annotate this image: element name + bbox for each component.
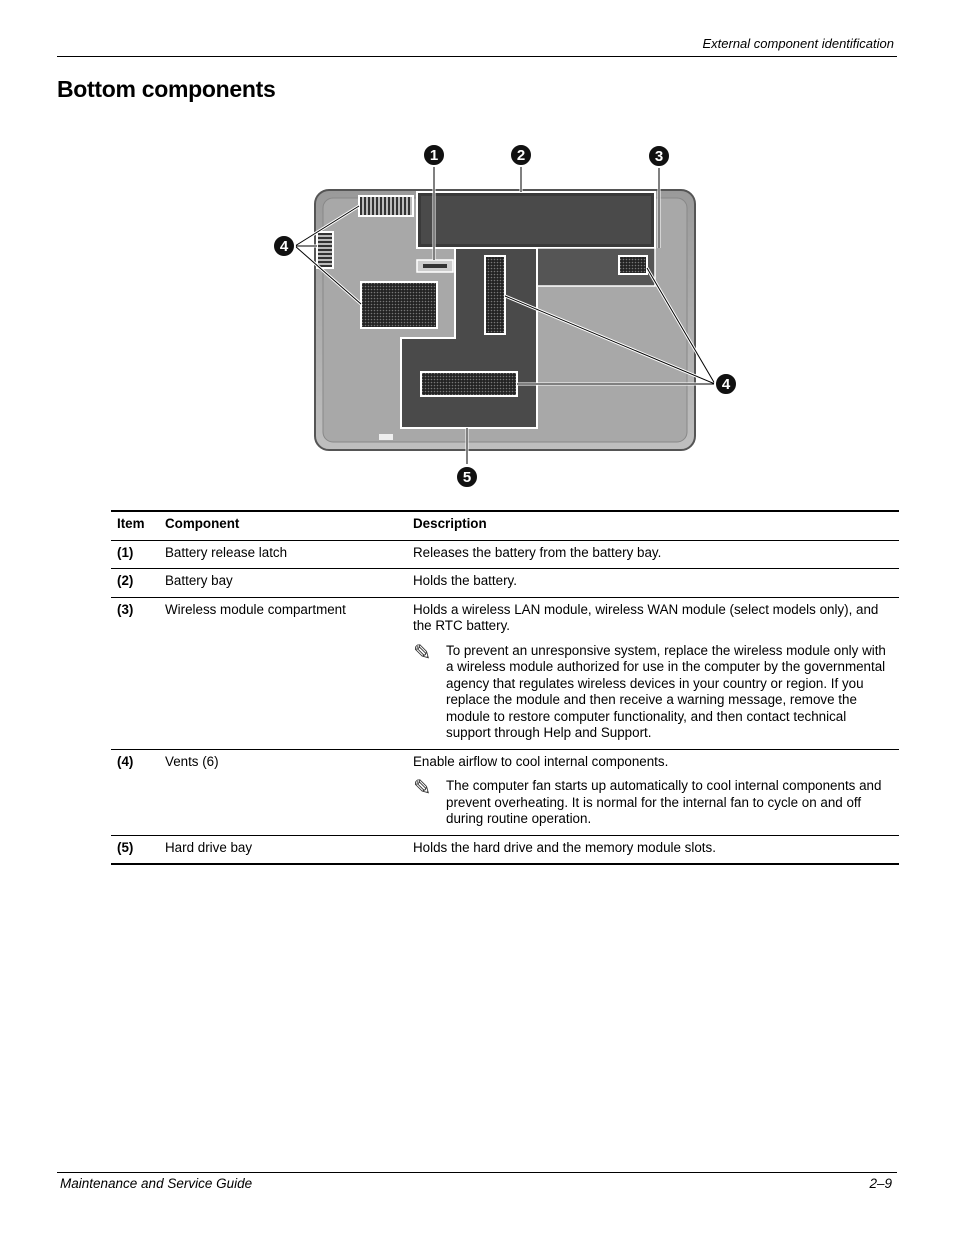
component-description: Holds the hard drive and the memory module slots. — [407, 835, 899, 864]
vent-small-right — [619, 256, 647, 274]
table-row — [111, 749, 899, 835]
component-description-cell — [407, 597, 899, 749]
components-table — [111, 510, 899, 865]
header-component: Component — [159, 511, 407, 540]
component-name: Vents (6) — [159, 749, 407, 835]
component-name: Hard drive bay — [159, 835, 407, 864]
component-name: Wireless module compartment — [159, 597, 407, 749]
footer-page-number: 2–9 — [869, 1176, 892, 1191]
vent-horizontal-bottom — [421, 372, 517, 396]
item-number: (2) — [111, 569, 159, 598]
running-footer — [57, 1172, 897, 1191]
callout-4-right-label: 4 — [721, 376, 731, 393]
table-row — [111, 597, 899, 749]
pencil-note-icon: ✎ — [413, 639, 432, 665]
header-description: Description — [407, 511, 899, 540]
callout-3-label: 3 — [654, 148, 664, 165]
footer-guide-title: Maintenance and Service Guide — [60, 1176, 253, 1191]
item-number: (4) — [111, 749, 159, 835]
component-name: Battery bay — [159, 569, 407, 598]
vent-vertical-center — [485, 256, 505, 334]
note-text: To prevent an unresponsive system, replace the wireless module only with a wireless module authorized for use in the computer by the governmental agency that regulates wireless devices in your country or region. If you replace the module and then receive a warning message, remove the module to restore computer functionality, and then contact technical support through Help and Support. — [446, 642, 886, 740]
note-text: The computer fan starts up automatically to cool internal components and prevent overheating. It is normal for the internal fan to cycle on and off during routine operation. — [446, 778, 882, 826]
component-description: Holds the battery. — [407, 569, 899, 598]
table-header-row — [111, 511, 899, 540]
pencil-note-icon: ✎ — [413, 775, 432, 800]
note — [413, 639, 893, 742]
item-number: (1) — [111, 540, 159, 569]
laptop-bottom-illustration — [265, 138, 745, 494]
header-item: Item — [111, 511, 159, 540]
component-description: Releases the battery from the battery bay. — [407, 540, 899, 569]
callout-1-label: 1 — [429, 147, 439, 164]
table-row — [111, 835, 899, 864]
component-description-cell — [407, 749, 899, 835]
laptop-bottom-figure — [265, 138, 745, 494]
component-name: Battery release latch — [159, 540, 407, 569]
vent-large-left — [361, 282, 437, 328]
table-row — [111, 540, 899, 569]
vent-top-left — [359, 196, 413, 216]
vent-left-side — [317, 232, 333, 268]
callout-4-left-label: 4 — [279, 238, 289, 255]
page-title: Bottom components — [57, 76, 276, 102]
note — [413, 775, 893, 828]
running-header — [57, 36, 897, 57]
item-number: (5) — [111, 835, 159, 864]
callout-2-label: 2 — [516, 147, 526, 164]
item-number: (3) — [111, 597, 159, 749]
component-description: Holds a wireless LAN module, wireless WAN module (select models only), and the RTC battery. — [413, 601, 879, 633]
component-description: Enable airflow to cool internal components. — [413, 753, 669, 769]
callout-5-label: 5 — [462, 469, 472, 486]
table-row — [111, 569, 899, 598]
header-section-title: External component identification — [702, 36, 894, 51]
